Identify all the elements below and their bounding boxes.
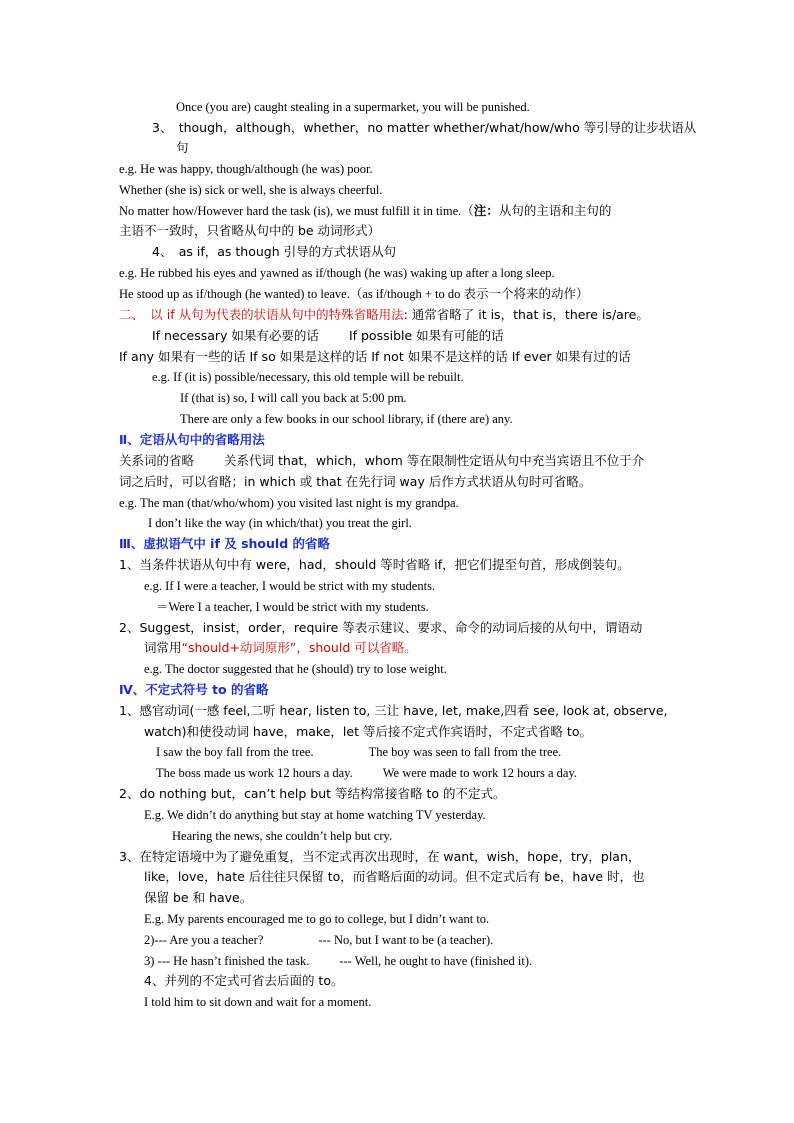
rule-line: 3、在特定语境中为了避免重复，当不定式再次出现时，在 want，wish，hope，try，plan，	[119, 849, 641, 864]
note-text: 从句的主语和主句的	[498, 203, 612, 218]
phrase-line	[152, 327, 504, 345]
example-line: He stood up as if/though (he wanted) to leave.（as if/though + to do 表示一个将来的动作）	[119, 287, 589, 301]
example-pair	[156, 743, 561, 761]
example-line: E.g. We didn’t do anything but stay at home watching TV yesterday.	[144, 808, 486, 822]
phrase-line	[119, 348, 631, 366]
rule-line: 4、并列的不定式可省去后面的 to。	[144, 973, 344, 988]
rule-line-cont: like，love，hate 后往往只保留 to，而省略后面的动词。但不定式后有 be，have 时，也	[144, 869, 645, 884]
phrase: If not 如果不是这样的话	[371, 349, 508, 364]
rule-text-cont: 词之后时，可以省略；in which 或 that 在先行词 way 后作方式状语从句时可省略。	[119, 474, 592, 489]
point-heading: 4、 as if，as though 引导的方式状语从句	[152, 244, 397, 259]
section-two-title: 二、 以 if 从句为代表的状语从句中的特殊省略用法	[119, 307, 404, 322]
example-line: If (that is) so, I will call you back at 5:00 pm.	[180, 391, 407, 405]
example-line: ＝Were I a teacher, I would be strict with my students.	[156, 600, 429, 614]
phrase: If so 如果是这样的话	[249, 349, 368, 364]
example-text: --- No, but I want to be (a teacher).	[318, 933, 494, 947]
example-line: I told him to sit down and wait for a moment.	[144, 995, 372, 1009]
example-text: I saw the boy fall from the tree.	[156, 745, 314, 759]
rule-line: 1、感官动词(一感 feel,二听 hear, listen to, 三让 have, let, make,四看 see, look at, observe,	[119, 703, 668, 718]
rule-text: 关系代词 that，which，whom 等在限制性定语从句中充当宾语且不位于介	[224, 453, 645, 468]
phrase: If necessary 如果有必要的话	[152, 328, 319, 343]
example-line: There are only a few books in our school library, if (there are) any.	[180, 412, 513, 426]
phrase: If ever 如果有过的话	[511, 349, 631, 364]
phrase: If possible 如果有可能的话	[348, 328, 504, 343]
example-text: The boy was seen to fall from the tree.	[368, 745, 562, 759]
example-line: E.g. My parents encouraged me to go to college, but I didn’t want to.	[144, 912, 490, 926]
example-line-with-note	[119, 202, 611, 220]
example-text: We were made to work 12 hours a day.	[382, 766, 578, 780]
rule-line-cont: 保留 be 和 have。	[144, 890, 253, 905]
example-line: e.g. The man (that/who/whom) you visited last night is my grandpa.	[119, 496, 459, 510]
section-two-rule: : 通常省略了 it is，that is，there is/are。	[403, 307, 649, 322]
example-line: e.g. If I were a teacher, I would be strict with my students.	[144, 579, 436, 593]
point-heading: 3、 though，although，whether，no matter whether/what/how/who 等引导的让步状语从	[152, 120, 697, 135]
section-heading: Ⅱ、定语从句中的省略用法	[119, 432, 265, 447]
note-label: 注：	[473, 203, 499, 218]
rule-line: 1、当条件状语从句中有 were，had，should 等时省略 if，把它们提至句首，形成倒装句。	[119, 557, 630, 572]
rule-line-cont	[144, 639, 417, 657]
example-pair	[156, 764, 577, 782]
section-heading: Ⅲ、虚拟语气中 if 及 should 的省略	[119, 536, 331, 551]
section-heading: Ⅳ、不定式符号 to 的省略	[119, 682, 269, 697]
example-text: The boss made us work 12 hours a day.	[156, 766, 353, 780]
rule-line: 2、do nothing but，can’t help but 等结构常接省略 to 的不定式。	[119, 786, 506, 801]
example-line: Hearing the news, she couldn’t help but cry.	[172, 829, 393, 843]
phrase: If any 如果有一些的话	[119, 349, 246, 364]
rule-text: 词常用	[144, 640, 182, 655]
rule-highlight: “should+动词原形”，should 可以省略。	[181, 640, 417, 655]
example-pair	[144, 952, 532, 970]
example-line: e.g. If (it is) possible/necessary, this old temple will be rebuilt.	[152, 370, 464, 384]
point-heading-cont: 句	[176, 140, 189, 155]
rule-line-cont: watch)和使役动词 have，make，let 等后接不定式作宾语时，不定式省略 to。	[144, 724, 592, 739]
example-text: 2)--- Are you a teacher?	[144, 933, 264, 947]
example-text: No matter how/However hard the task (is), we must fulfill it in time.（	[119, 204, 474, 218]
example-line: Whether (she is) sick or well, she is always cheerful.	[119, 183, 383, 197]
example-text: 3) --- He hasn’t finished the task.	[144, 954, 310, 968]
example-line: e.g. He was happy, though/although (he was) poor.	[119, 162, 373, 176]
rule-label: 关系词的省略	[119, 453, 195, 468]
rule-line: 2、Suggest，insist，order，require 等表示建议、要求、命令的动词后接的从句中，谓语动	[119, 620, 643, 635]
example-line: e.g. The doctor suggested that he (should) try to lose weight.	[144, 662, 447, 676]
example-line: Once (you are) caught stealing in a supermarket, you will be punished.	[176, 100, 530, 114]
example-line: e.g. He rubbed his eyes and yawned as if/though (he was) waking up after a long sleep.	[119, 266, 555, 280]
note-text-cont: 主语不一致时，只省略从句中的 be 动词形式）	[119, 223, 381, 238]
example-text: --- Well, he ought to have (finished it).	[339, 954, 533, 968]
rule-line	[119, 452, 644, 470]
example-pair	[144, 931, 493, 949]
example-line: I don’t like the way (in which/that) you treat the girl.	[148, 516, 412, 530]
section-two-heading	[119, 306, 649, 324]
